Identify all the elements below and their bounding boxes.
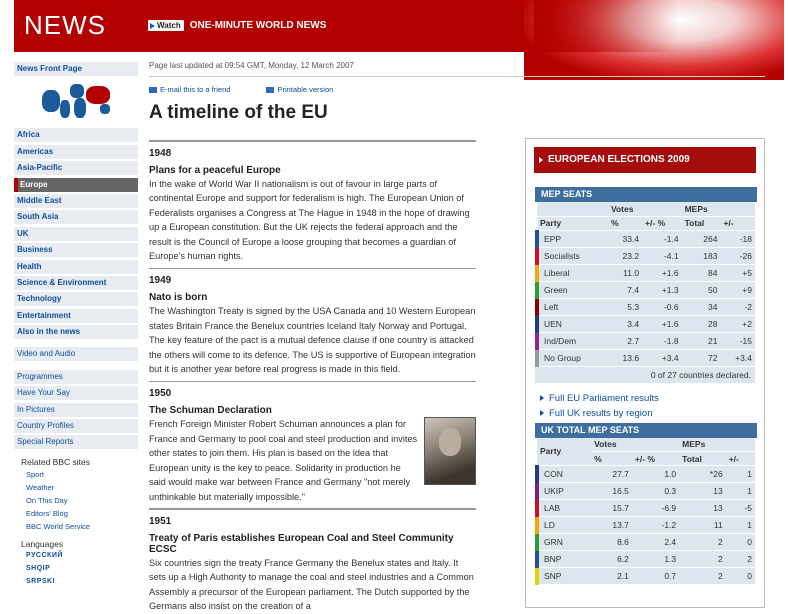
banner-fade xyxy=(534,0,774,52)
related-link-3[interactable]: Editors' Blog xyxy=(26,509,68,519)
pm-header: +/- xyxy=(726,452,755,466)
watch-news-link[interactable] xyxy=(148,20,326,31)
language-link-0[interactable]: РУССКИЙ xyxy=(26,552,63,560)
elections-panel xyxy=(525,138,765,608)
cell-chg: -1.4 xyxy=(642,230,681,247)
party-name: CON xyxy=(537,466,591,483)
cell-total: 264 xyxy=(682,230,721,247)
cell-pct: 13.7 xyxy=(591,517,632,534)
table-row xyxy=(537,483,755,500)
cell-pct: 16.5 xyxy=(591,483,632,500)
cell-pm: +9 xyxy=(720,281,755,298)
nav-item-technology[interactable]: Technology xyxy=(14,292,138,306)
nav-item-in-pictures[interactable]: In Pictures xyxy=(14,403,138,417)
article-header xyxy=(149,58,765,124)
table-row xyxy=(537,349,755,366)
cell-pct: 8.6 xyxy=(591,534,632,551)
link-label: Full UK results by region xyxy=(549,407,653,419)
cell-pm: 0 xyxy=(726,568,755,585)
total-header: Total xyxy=(679,452,726,466)
timeline-story xyxy=(149,140,476,614)
email-label: E-mail this to a friend xyxy=(160,85,231,94)
cell-pm: 1 xyxy=(726,483,755,500)
meps-header: MEPs xyxy=(679,438,755,452)
table-row xyxy=(537,568,755,585)
cell-pm: +2 xyxy=(720,315,755,332)
change-header: +/- % xyxy=(642,216,681,230)
timeline-year: 1950 xyxy=(149,388,172,399)
cell-total: 28 xyxy=(682,315,721,332)
party-name: EPP xyxy=(537,230,608,247)
nav-item-health[interactable]: Health xyxy=(14,260,138,274)
cell-total: 2 xyxy=(679,551,726,568)
cell-chg: +1.6 xyxy=(642,264,681,281)
cell-pm: +5 xyxy=(720,264,755,281)
table-row xyxy=(537,230,755,247)
party-name: LAB xyxy=(537,500,591,517)
cell-total: 2 xyxy=(679,534,726,551)
nav-item-also-in-the-news[interactable]: Also in the news xyxy=(14,325,138,339)
table-row xyxy=(537,298,755,315)
cell-pm: -5 xyxy=(726,500,755,517)
meps-header: MEPs xyxy=(682,202,755,216)
party-name: SNP xyxy=(537,568,591,585)
party-name: Left xyxy=(537,298,608,315)
watch-label: Watch xyxy=(157,21,181,30)
section-divider xyxy=(149,140,476,142)
table-row xyxy=(537,247,755,264)
nav-item-south-asia[interactable]: South Asia xyxy=(14,210,138,224)
pct-header: % xyxy=(608,216,642,230)
blank-cell xyxy=(537,202,608,216)
table-row xyxy=(537,332,755,349)
cell-pct: 2.1 xyxy=(591,568,632,585)
cell-total: 21 xyxy=(682,332,721,349)
table-row xyxy=(537,500,755,517)
left-navigation xyxy=(14,62,138,591)
cell-chg: +3.4 xyxy=(642,349,681,366)
party-header: Party xyxy=(537,438,591,466)
nav-item-have-your-say[interactable]: Have Your Say xyxy=(14,386,138,400)
cell-chg: -1.2 xyxy=(632,517,679,534)
table-row xyxy=(537,466,755,483)
cell-total: 84 xyxy=(682,264,721,281)
language-link-2[interactable]: SRPSKI xyxy=(26,578,56,586)
uk-seats-table xyxy=(535,438,755,586)
world-map-icon[interactable] xyxy=(14,78,138,126)
party-name: BNP xyxy=(537,551,591,568)
cell-pct: 6.2 xyxy=(591,551,632,568)
total-header: Total xyxy=(682,216,721,230)
cell-total: *26 xyxy=(679,466,726,483)
one-minute-news-label[interactable]: ONE-MINUTE WORLD NEWS xyxy=(189,20,327,31)
nav-item-europe[interactable]: Europe xyxy=(14,178,138,192)
timeline-year: 1951 xyxy=(149,515,172,527)
party-name: UEN xyxy=(537,315,608,332)
related-link-0[interactable]: Sport xyxy=(26,470,44,480)
votes-header: Votes xyxy=(608,202,682,216)
table-row xyxy=(537,281,755,298)
cell-chg: 0.3 xyxy=(632,483,679,500)
mep-seats-table xyxy=(535,202,755,367)
timeline-text: French Foreign Minister Robert Schuman announces a plan for France and Germany to pool coal and steel production and invites other states to join them. His plan is based on the idea that European unity is the key to peace. Solidarity in production he said would make war between France and Germany "not merely unthinkable but materially impossible." xyxy=(149,419,418,502)
cell-pm: -15 xyxy=(720,332,755,349)
cell-pct: 3.4 xyxy=(608,315,642,332)
table-row xyxy=(537,264,755,281)
party-name: Liberal xyxy=(537,264,608,281)
page-title: A timeline of the EU xyxy=(149,102,328,123)
cell-chg: 1.0 xyxy=(632,466,679,483)
link-label: Full EU Parliament results xyxy=(549,392,659,404)
cell-chg: -1.8 xyxy=(642,332,681,349)
nav-item-country-profiles[interactable]: Country Profiles xyxy=(14,419,138,433)
party-name: Socialists xyxy=(537,247,608,264)
timeline-heading: The Schuman Declaration xyxy=(149,405,272,416)
related-link-4[interactable]: BBC World Service xyxy=(26,522,91,532)
cell-total: 2 xyxy=(679,568,726,585)
nav-item-business[interactable]: Business xyxy=(14,243,138,257)
table-row xyxy=(537,315,755,332)
site-banner xyxy=(14,0,774,52)
nav-item-science-environment[interactable]: Science & Environment xyxy=(14,276,138,290)
nav-item-africa[interactable]: Africa xyxy=(14,128,138,142)
related-sites-title: Related BBC sites xyxy=(21,457,90,468)
email-icon xyxy=(149,87,157,93)
nav-item-middle-east[interactable]: Middle East xyxy=(14,194,138,208)
elections-banner-label: EUROPEAN ELECTIONS 2009 xyxy=(548,154,690,165)
portrait-face xyxy=(439,428,461,456)
pm-header: +/- xyxy=(720,216,755,230)
votes-header: Votes xyxy=(591,438,679,452)
timeline-heading: Nato is born xyxy=(149,292,208,303)
full-eu-results-link[interactable] xyxy=(540,393,757,404)
section-divider xyxy=(149,508,476,510)
cell-total: 50 xyxy=(682,281,721,298)
timeline-body xyxy=(149,417,476,504)
timeline-body xyxy=(149,304,476,377)
cell-chg: -0.6 xyxy=(642,298,681,315)
arrow-right-icon xyxy=(540,410,544,416)
nav-video-audio[interactable]: Video and Audio xyxy=(14,347,138,361)
elections-banner[interactable] xyxy=(534,147,756,173)
cell-pm: 1 xyxy=(726,466,755,483)
party-name: Ind/Dem xyxy=(537,332,608,349)
cell-pm: 2 xyxy=(726,551,755,568)
language-link-1[interactable]: SHQIP xyxy=(26,565,51,573)
party-name: LD xyxy=(537,517,591,534)
nav-item-americas[interactable]: Americas xyxy=(14,145,138,159)
cell-chg: 0.7 xyxy=(632,568,679,585)
cell-pct: 2.7 xyxy=(608,332,642,349)
cell-chg: -6.9 xyxy=(632,500,679,517)
news-logo[interactable]: NEWS xyxy=(24,10,106,40)
section-divider xyxy=(149,381,476,383)
cell-pct: 11.0 xyxy=(608,264,642,281)
cell-chg: +1.3 xyxy=(642,281,681,298)
related-link-1[interactable]: Weather xyxy=(26,483,55,493)
nav-item-entertainment[interactable]: Entertainment xyxy=(14,309,138,323)
full-uk-results-link[interactable] xyxy=(540,408,757,419)
cell-pm: -26 xyxy=(720,247,755,264)
last-updated: Page last updated at 09:54 GMT, Monday, 12 March 2007 xyxy=(149,61,354,70)
nav-front-page[interactable]: News Front Page xyxy=(14,62,138,76)
cell-total: 11 xyxy=(679,517,726,534)
cell-pct: 5.3 xyxy=(608,298,642,315)
cell-chg: +1.6 xyxy=(642,315,681,332)
nav-item-special-reports[interactable]: Special Reports xyxy=(14,435,138,449)
timeline-text: Six countries sign the treaty France Germany the Benelux states and Italy. It sets up a High Authority to manage the coal and steel industries and a Common Assembly a precursor of the European parliament. The Dutch supported by the Germans also insist on the creation of a xyxy=(149,557,474,611)
nav-item-uk[interactable]: UK xyxy=(14,227,138,241)
timeline-text: In the wake of World War II nationalism is out of favour in large parts of continental Europe and support for federalism is high. The European Union of Federalists organises a Congress at The Hague in 1948 in the hope of drawing up a European constitution. But the UK rejects the federal approach and the result is the Council of Europe a loose grouping that becomes a guardian of Europe's human rights. xyxy=(149,178,470,261)
uk-seats-title: UK TOTAL MEP SEATS xyxy=(535,423,757,438)
cell-pct: 27.7 xyxy=(591,466,632,483)
timeline-heading: Plans for a peaceful Europe xyxy=(149,164,281,176)
cell-pct: 23.2 xyxy=(608,247,642,264)
cell-total: 183 xyxy=(682,247,721,264)
play-icon xyxy=(150,23,155,29)
cell-chg: 2.4 xyxy=(632,534,679,551)
divider xyxy=(149,76,765,77)
declared-footnote: 0 of 27 countries declared. xyxy=(535,367,755,383)
cell-pm: -2 xyxy=(720,298,755,315)
cell-pm: 0 xyxy=(726,534,755,551)
arrow-right-icon xyxy=(540,395,544,401)
cell-chg: 1.3 xyxy=(632,551,679,568)
arrow-right-icon xyxy=(539,157,543,163)
party-header: Party xyxy=(537,216,608,230)
timeline-body xyxy=(149,556,476,614)
watch-button[interactable] xyxy=(148,20,184,31)
timeline-heading: Treaty of Paris establishes European Coal and Steel Community ECSC xyxy=(149,532,454,555)
cell-pct: 33.4 xyxy=(608,230,642,247)
cell-pct: 13.6 xyxy=(608,349,642,366)
cell-pct: 7.4 xyxy=(608,281,642,298)
party-name: No Group xyxy=(537,349,608,366)
table-row xyxy=(537,534,755,551)
nav-item-asia-pacific[interactable]: Asia-Pacific xyxy=(14,161,138,175)
related-link-2[interactable]: On This Day xyxy=(26,496,68,506)
party-name: GRN xyxy=(537,534,591,551)
change-header: +/- % xyxy=(632,452,679,466)
table-row xyxy=(537,517,755,534)
party-name: Green xyxy=(537,281,608,298)
party-name: UKIP xyxy=(537,483,591,500)
cell-total: 13 xyxy=(679,483,726,500)
email-link[interactable] xyxy=(149,85,230,94)
print-link[interactable] xyxy=(266,85,333,94)
pct-header: % xyxy=(591,452,632,466)
robert-schuman-photo xyxy=(424,417,476,485)
table-row xyxy=(537,551,755,568)
cell-total: 34 xyxy=(682,298,721,315)
print-label: Printable version xyxy=(277,85,334,94)
print-icon xyxy=(266,87,274,93)
timeline-text: The Washington Treaty is signed by the USA Canada and 10 Western European states Britain France the Benelux countries Iceland Italy Norway and Portugal. The key feature of the pact is a mutual defence clause if one country is attacked the others will come to its defence. The US is supportive of European integration but it is another year before real progress is made in this field. xyxy=(149,306,476,374)
cell-pm: -18 xyxy=(720,230,755,247)
cell-pm: +3.4 xyxy=(720,349,755,366)
mep-seats-title: MEP SEATS xyxy=(535,187,757,202)
timeline-body xyxy=(149,177,476,264)
section-divider xyxy=(149,268,476,270)
nav-item-programmes[interactable]: Programmes xyxy=(14,370,138,384)
cell-chg: -4.1 xyxy=(642,247,681,264)
timeline-year: 1948 xyxy=(149,147,172,159)
cell-pm: 1 xyxy=(726,517,755,534)
timeline-year: 1949 xyxy=(149,275,172,286)
cell-total: 13 xyxy=(679,500,726,517)
cell-pct: 15.7 xyxy=(591,500,632,517)
languages-title: Languages xyxy=(21,539,64,550)
cell-total: 72 xyxy=(682,349,721,366)
